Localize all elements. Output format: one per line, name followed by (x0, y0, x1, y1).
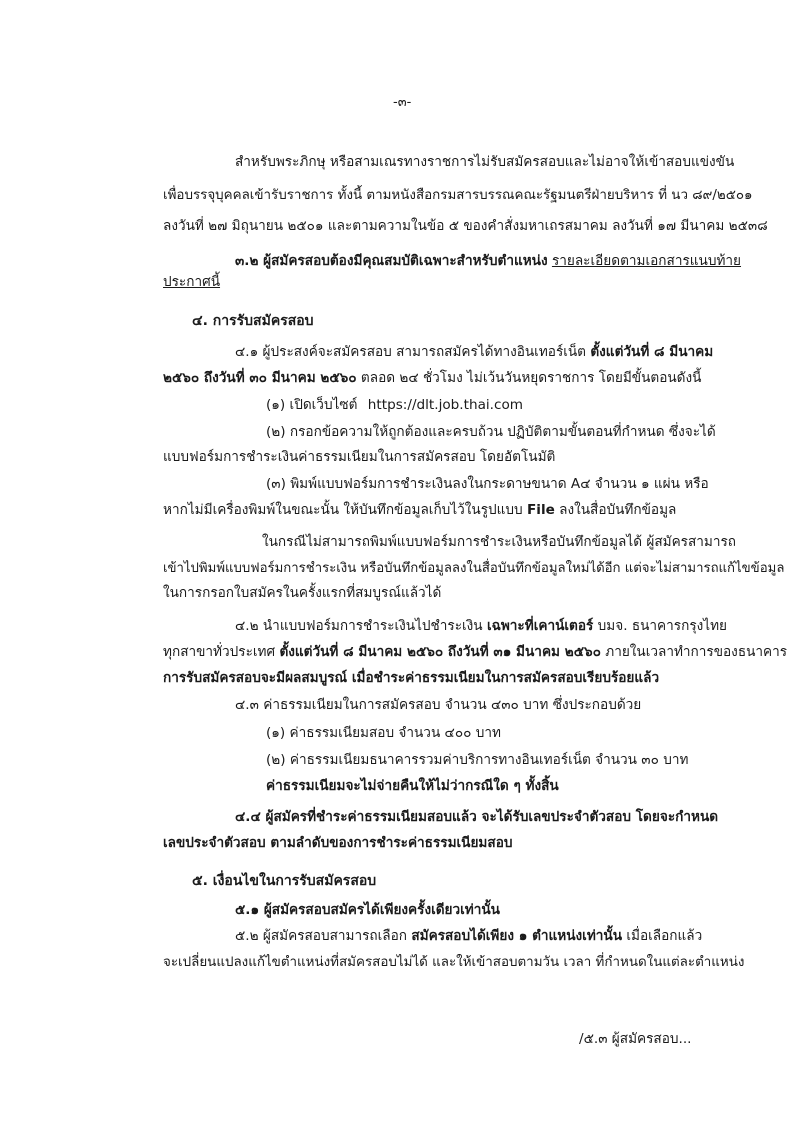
item-3-2-heading: ๓.๒ ผู้สมัครสอบต้องมีคุณสมบัติเฉพาะสำหรับตำแหน่ง (235, 253, 548, 269)
item-4-2-line-2 (163, 646, 787, 660)
item-4-3-line-1: ๔.๓ ค่าธรรมเนียมในการสมัครสอบ จำนวน ๔๓๐ บาท ซึ่งประกอบด้วย (235, 697, 642, 713)
item-3-2-line-2: ประกาศนี้ (163, 274, 221, 290)
page-number: -๓- (393, 95, 412, 110)
item-5-2-line-1 (235, 930, 702, 944)
item-5-2-limit: สมัครสอบได้เพียง ๑ ตำแหน่งเท่านั้น (411, 928, 623, 944)
item-4-4-line-1: ๔.๔ ผู้สมัครที่ชำระค่าธรรมเนียมสอบแล้ว จะได้รับเลขประจำตัวสอบ โดยจะกำหนด (235, 809, 719, 825)
item-4-1-schedule: ตลอด ๒๔ ชั่วโมง ไม่เว้นวันหยุดราชการ โดยมีขั้นตอนดังนี้ (360, 370, 702, 386)
note-line-2: เข้าไปพิมพ์แบบฟอร์มการชำระเงิน หรือบันทึกข้อมูลลงในสื่อบันทึกข้อมูลใหม่ได้อีก แต่จะไม่สามารถแก้ไขข้อมูล (163, 561, 785, 576)
section-4-heading: ๔. การรับสมัครสอบ (192, 313, 314, 329)
item-4-1-line-2 (163, 372, 701, 386)
item-5-2-text-b: เมื่อเลือกแล้ว (626, 928, 703, 944)
item-4-2-line-1 (235, 620, 727, 634)
step-3-file: File (527, 502, 555, 518)
item-4-2-counter: เฉพาะที่เคาน์เตอร์ (486, 618, 594, 634)
step-1-label: (๑) เปิดเว็บไซต์ (266, 397, 358, 413)
step-3-line-1: (๓) พิมพ์แบบฟอร์มการชำระเงินลงในกระดาษขนาด A๔ จำนวน ๑ แผ่น หรือ (266, 476, 709, 492)
step-2-line-2: แบบฟอร์มการชำระเงินค่าธรรมเนียมในการสมัครสอบ โดยอัตโนมัติ (163, 449, 556, 465)
item-4-2-text-a: ๔.๒ นำแบบฟอร์มการชำระเงินไปชำระเงิน (235, 618, 483, 634)
fee-2: (๒) ค่าธรรมเนียมธนาคารรวมค่าบริการทางอินเทอร์เน็ต จำนวน ๓๐ บาท (266, 752, 689, 768)
item-5-2-line-2: จะเปลี่ยนแปลงแก้ไขตำแหน่งที่สมัครสอบไม่ได้ และให้เข้าสอบตามวัน เวลา ที่กำหนดในแต่ละตำแหน่ง (163, 955, 745, 970)
item-4-1-intro: ๔.๑ ผู้ประสงค์จะสมัครสอบ สามารถสมัครได้ทางอินเทอร์เน็ต (235, 344, 587, 360)
step-3-text-b: ลงในสื่อบันทึกข้อมูล (559, 502, 677, 518)
item-4-1-start-date: ตั้งแต่วันที่ ๘ มีนาคม (590, 344, 714, 360)
fee-1: (๑) ค่าธรรมเนียมสอบ จำนวน ๔๐๐ บาท (266, 725, 501, 741)
item-4-2-line-3: การรับสมัครสอบจะมีผลสมบูรณ์ เมื่อชำระค่าธรรมเนียมในการสมัครสอบเรียบร้อยแล้ว (163, 670, 660, 686)
step-3-line-2 (163, 504, 676, 518)
item-4-1-end-date: ๒๕๖๐ ถึงวันที่ ๓๐ มีนาคม ๒๕๖๐ (163, 370, 357, 386)
step-1-url: https://dlt.job.thai.com (367, 397, 524, 413)
item-4-1-line-1 (235, 346, 713, 360)
section-5-heading: ๕. เงื่อนไขในการรับสมัครสอบ (192, 873, 377, 889)
para-3-1-line-2: เพื่อบรรจุบุคคลเข้ารับราชการ ทั้งนี้ ตามหนังสือกรมสารบรรณคณะรัฐมนตรีฝ่ายบริหาร ที่ นว ๘๙/๒๕๐๑ (163, 188, 753, 203)
para-3-1-line-1: สำหรับพระภิกษุ หรือสามเณรทางราชการไม่รับสมัครสอบและไม่อาจให้เข้าสอบแข่งขัน (235, 154, 735, 170)
item-4-4-line-2: เลขประจำตัวสอบ ตามลำดับของการชำระค่าธรรมเนียมสอบ (163, 835, 513, 851)
note-line-1: ในกรณีไม่สามารถพิมพ์แบบฟอร์มการชำระเงินหรือบันทึกข้อมูลได้ ผู้สมัครสามารถ (262, 534, 737, 550)
step-2-line-1: (๒) กรอกข้อความให้ถูกต้องและครบถ้วน ปฏิบัติตามขั้นตอนที่กำหนด ซึ่งจะได้ (266, 424, 716, 440)
item-4-2-bank: บมจ. ธนาคารกรุงไทย (597, 618, 728, 634)
no-refund-notice: ค่าธรรมเนียมจะไม่จ่ายคืนให้ไม่ว่ากรณีใด ๆ ทั้งสิ้น (266, 778, 559, 794)
item-5-2-text-a: ๕.๒ ผู้สมัครสอบสามารถเลือก (235, 928, 408, 944)
item-4-2-branches: ทุกสาขาทั่วประเทศ (163, 644, 276, 660)
continuation-marker: /๕.๓ ผู้สมัครสอบ... (579, 1031, 692, 1047)
item-4-2-dates: ตั้งแต่วันที่ ๘ มีนาคม ๒๕๖๐ ถึงวันที่ ๓๑ มีนาคม ๒๕๖๐ (279, 644, 601, 660)
item-3-2-line-1 (235, 255, 741, 269)
item-5-1: ๕.๑ ผู้สมัครสอบสมัครได้เพียงครั้งเดียวเท่านั้น (235, 902, 500, 918)
step-3-text-a: หากไม่มีเครื่องพิมพ์ในขณะนั้น ให้บันทึกข้อมูลเก็บไว้ในรูปแบบ (163, 502, 523, 518)
para-3-1-line-3: ลงวันที่ ๒๗ มิถุนายน ๒๕๐๑ และตามความในข้อ ๕ ของคำสั่งมหาเถรสมาคม ลงวันที่ ๑๗ มีนาคม ๒๕๓๘ (163, 218, 768, 234)
item-3-2-attachment-ref: รายละเอียดตามเอกสารแนบท้าย (551, 253, 742, 269)
note-line-3: ในการกรอกใบสมัครในครั้งแรกที่สมบูรณ์แล้วได้ (163, 585, 442, 601)
step-1 (266, 399, 523, 413)
item-4-2-hours: ภายในเวลาทำการของธนาคาร (605, 644, 788, 660)
